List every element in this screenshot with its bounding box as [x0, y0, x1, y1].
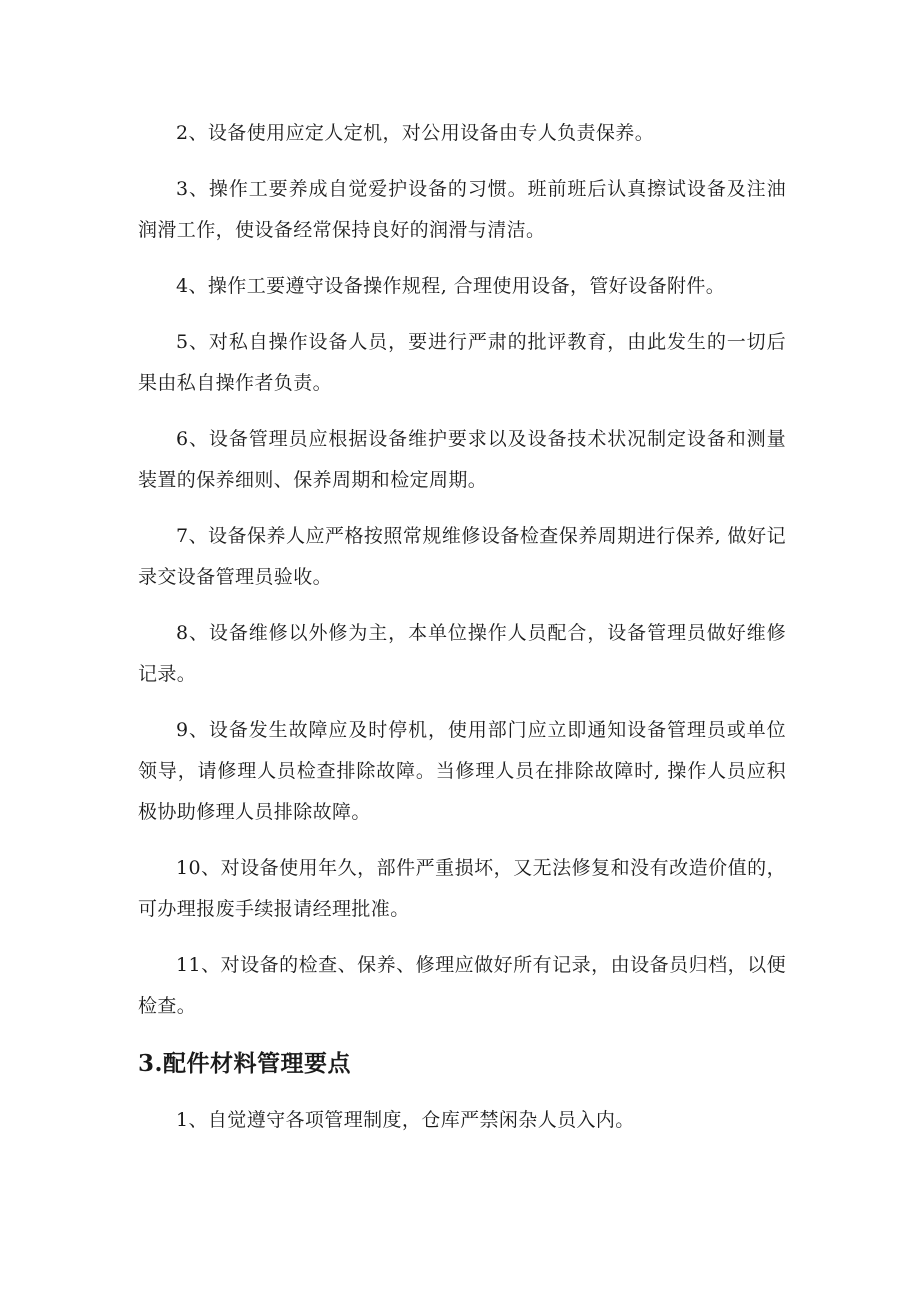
paragraph-item-5: 5、对私自操作设备人员，要进行严肃的批评教育，由此发生的一切后果由私自操作者负责。: [138, 331, 786, 394]
paragraph-item-2: 2、设备使用应定人定机，对公用设备由专人负责保养。: [176, 122, 655, 144]
paragraph-item-11: 11、对设备的检查、保养、修理应做好所有记录，由设备员归档，以便检查。: [138, 954, 786, 1017]
document-body: [138, 113, 786, 1156]
paragraph-item-8: 8、设备维修以外修为主，本单位操作人员配合，设备管理员做好维修记录。: [138, 622, 786, 685]
paragraph-item-4: 4、操作工要遵守设备操作规程, 合理使用设备，管好设备附件。: [176, 275, 726, 297]
paragraph-item-3: 3、操作工要养成自觉爱护设备的习惯。班前班后认真擦试设备及注油润滑工作，使设备经常保持良好的润滑与清洁。: [138, 178, 786, 241]
paragraph-item-7: 7、设备保养人应严格按照常规维修设备检查保养周期进行保养, 做好记录交设备管理员验收。: [138, 525, 786, 588]
section-number: 3.: [138, 1050, 164, 1077]
paragraph-item-1: 1、自觉遵守各项管理制度，仓库严禁闲杂人员入内。: [176, 1109, 635, 1131]
paragraph-item-6: 6、设备管理员应根据设备维护要求以及设备技术状况制定设备和测量装置的保养细则、保养周期和检定周期。: [138, 428, 786, 491]
section-title: 配件材料管理要点: [163, 1050, 352, 1077]
section-heading: [138, 1042, 786, 1086]
paragraph-item-9: 9、设备发生故障应及时停机，使用部门应立即通知设备管理员或单位领导，请修理人员检查排除故障。当修理人员在排除故障时, 操作人员应积极协助修理人员排除故障。: [138, 719, 786, 823]
paragraph-item-10: 10、对设备使用年久，部件严重损坏，又无法修复和没有改造价值的，可办理报废手续报请经理批准。: [138, 857, 786, 920]
